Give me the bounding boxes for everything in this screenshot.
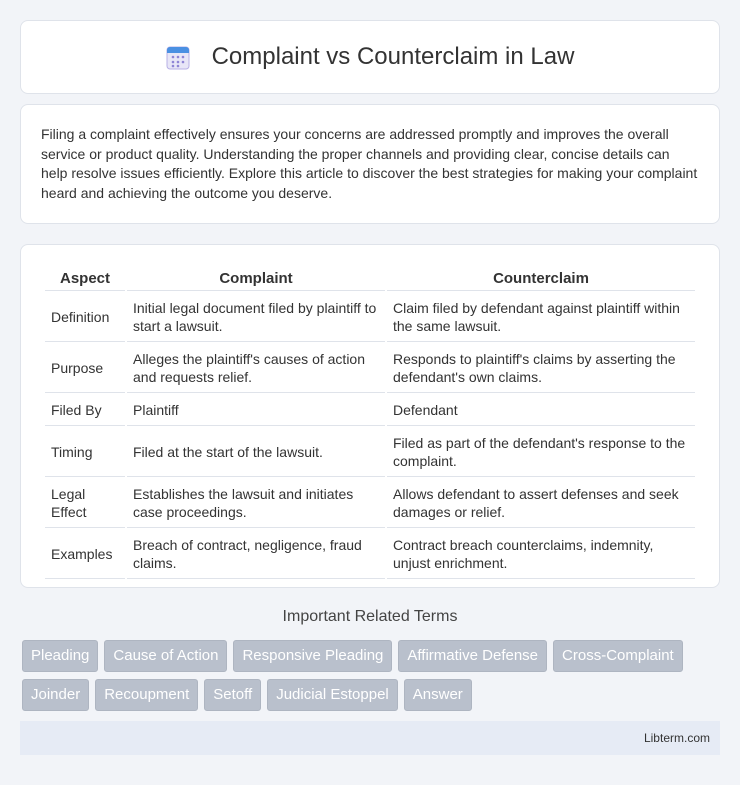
- counterclaim-cell: Allows defendant to assert defenses and seek damages or relief.: [387, 479, 695, 528]
- tag-cause-of-action[interactable]: Cause of Action: [104, 640, 227, 672]
- table-row: [45, 479, 695, 528]
- related-terms-title: Important Related Terms: [282, 608, 458, 625]
- tag-judicial-estoppel[interactable]: Judicial Estoppel: [267, 679, 398, 711]
- tag-cross-complaint[interactable]: Cross-Complaint: [553, 640, 683, 672]
- related-terms-list: [22, 640, 722, 711]
- aspect-cell: Legal Effect: [45, 479, 125, 528]
- table-row: [45, 530, 695, 579]
- tag-pleading[interactable]: Pleading: [22, 640, 98, 672]
- tag-setoff[interactable]: Setoff: [204, 679, 261, 711]
- footer: [20, 721, 720, 755]
- calendar-icon: [166, 44, 190, 70]
- table-row: [45, 344, 695, 393]
- tag-joinder[interactable]: Joinder: [22, 679, 89, 711]
- header-aspect: Aspect: [45, 267, 125, 291]
- aspect-cell: Examples: [45, 530, 125, 579]
- header-counterclaim: Counterclaim: [387, 267, 695, 291]
- table-row: [45, 293, 695, 342]
- tag-responsive-pleading[interactable]: Responsive Pleading: [233, 640, 392, 672]
- aspect-cell: Timing: [45, 428, 125, 477]
- comparison-card: [20, 244, 720, 588]
- complaint-cell: Plaintiff: [127, 395, 385, 426]
- tag-recoupment[interactable]: Recoupment: [95, 679, 198, 711]
- counterclaim-cell: Contract breach counterclaims, indemnity, unjust enrichment.: [387, 530, 695, 579]
- header-card: [20, 20, 720, 94]
- footer-link[interactable]: Libterm.com: [643, 731, 710, 745]
- aspect-cell: Filed By: [45, 395, 125, 426]
- page-title: Complaint vs Counterclaim in Law: [211, 43, 575, 70]
- counterclaim-cell: Filed as part of the defendant's response to the complaint.: [387, 428, 695, 477]
- complaint-cell: Alleges the plaintiff's causes of action and requests relief.: [127, 344, 385, 393]
- complaint-cell: Initial legal document filed by plaintiff to start a lawsuit.: [127, 293, 385, 342]
- header-complaint: Complaint: [127, 267, 385, 291]
- counterclaim-cell: Defendant: [387, 395, 695, 426]
- table-header-row: [45, 267, 695, 291]
- counterclaim-cell: Responds to plaintiff's claims by asserting the defendant's own claims.: [387, 344, 695, 393]
- aspect-cell: Purpose: [45, 344, 125, 393]
- intro-card: [20, 104, 720, 224]
- comparison-table: [43, 265, 697, 581]
- counterclaim-cell: Claim filed by defendant against plaintiff within the same lawsuit.: [387, 293, 695, 342]
- tag-affirmative-defense[interactable]: Affirmative Defense: [398, 640, 547, 672]
- complaint-cell: Establishes the lawsuit and initiates case proceedings.: [127, 479, 385, 528]
- complaint-cell: Breach of contract, negligence, fraud claims.: [127, 530, 385, 579]
- table-row: [45, 395, 695, 426]
- table-row: [45, 428, 695, 477]
- aspect-cell: Definition: [45, 293, 125, 342]
- intro-text: Filing a complaint effectively ensures your concerns are addressed promptly and improves the overall service or product quality. Understanding the proper channels and providing clear, concise details can help resolve issues efficiently. Explore this article to discover the best strategies for making your complaint heard and achieving the outcome you deserve.: [41, 126, 698, 201]
- tag-answer[interactable]: Answer: [404, 679, 472, 711]
- complaint-cell: Filed at the start of the lawsuit.: [127, 428, 385, 477]
